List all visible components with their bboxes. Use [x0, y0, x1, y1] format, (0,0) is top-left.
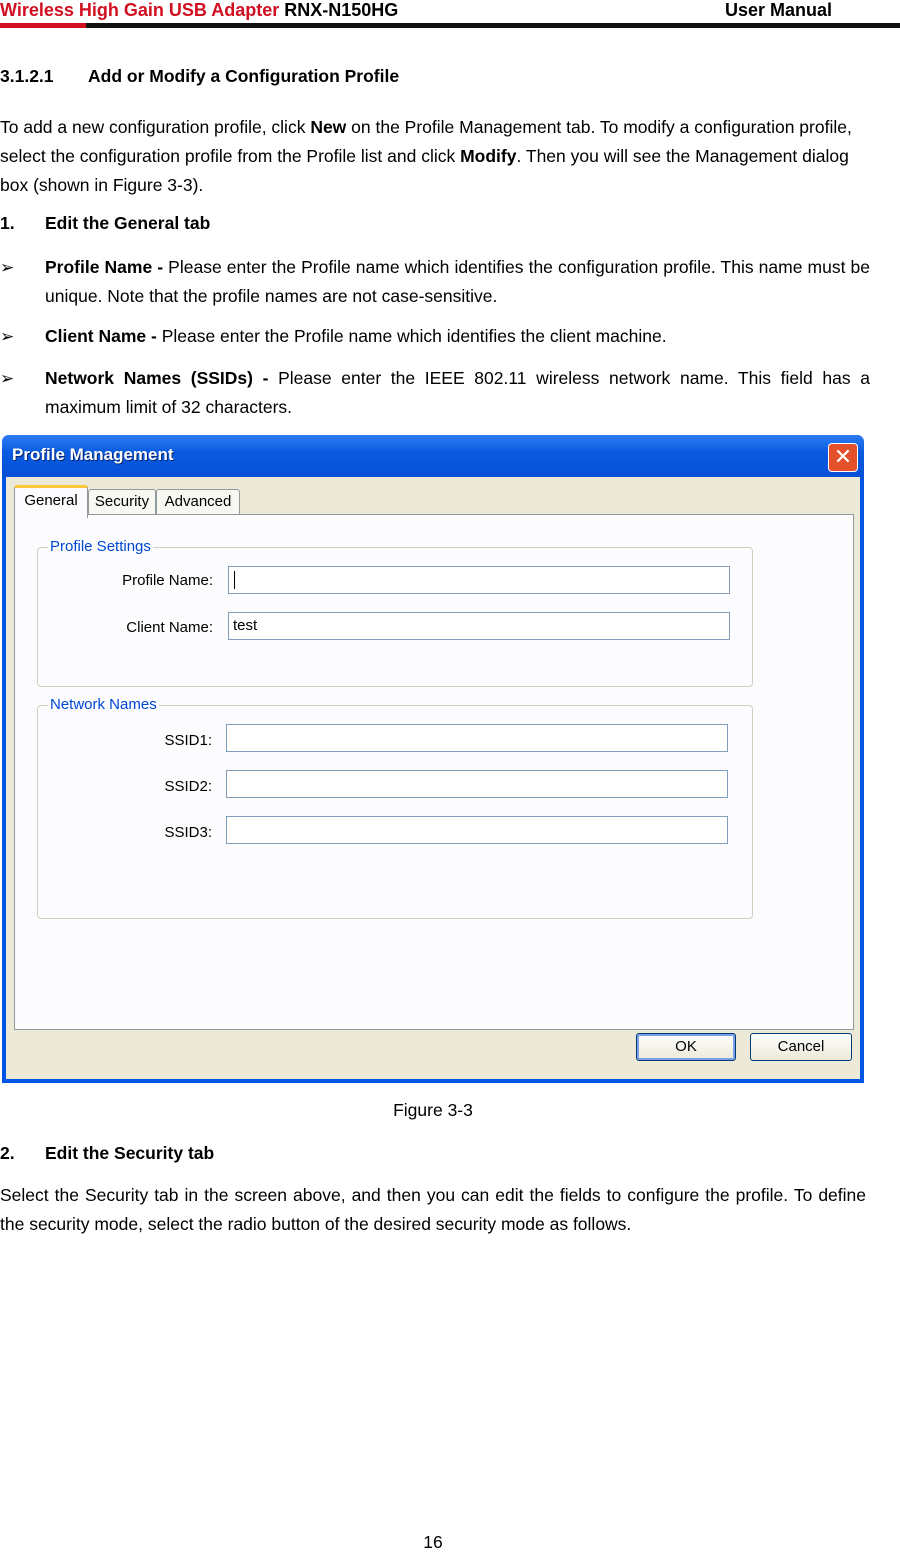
- dialog-titlebar[interactable]: [2, 435, 864, 479]
- bullet-profile-name: [0, 253, 870, 311]
- step1-number: 1.: [0, 213, 15, 233]
- intro-paragraph: [0, 113, 870, 200]
- intro-text-1: To add a new configuration profile, click: [0, 117, 311, 137]
- section-heading: [0, 66, 399, 87]
- step1-title: Edit the General tab: [45, 213, 211, 233]
- step2-title: Edit the Security tab: [45, 1143, 215, 1163]
- bullet-text: [45, 322, 870, 351]
- ssid1-input[interactable]: [226, 724, 728, 752]
- client-name-label: Client Name:: [126, 619, 213, 636]
- header-product: [0, 0, 398, 20]
- ssid3-input[interactable]: [226, 816, 728, 844]
- bullet-network-names: [0, 364, 870, 422]
- profile-name-input[interactable]: [228, 566, 730, 594]
- profile-settings-group: [37, 538, 753, 687]
- ok-button[interactable]: OK: [636, 1033, 736, 1061]
- security-paragraph: Select the Security tab in the screen above, and then you can edit the fields to configure the profile. To define the security mode, select the radio button of the desired security mode as follows.: [0, 1185, 866, 1234]
- intro-bold-new: New: [310, 117, 347, 137]
- page-header: [0, 0, 900, 22]
- bullet-text: [45, 253, 870, 311]
- bullet-label: Client Name -: [45, 326, 157, 346]
- bullet-label: Network Names (SSIDs) -: [45, 368, 269, 388]
- tab-general[interactable]: General: [14, 485, 88, 518]
- arrow-bullet-icon: ➢: [0, 258, 15, 277]
- step1-heading: [0, 213, 210, 234]
- bullet-text: [45, 364, 870, 422]
- dialog-title: Profile Management: [12, 445, 174, 464]
- bullet-client-name: [0, 322, 870, 351]
- network-names-legend: Network Names: [50, 696, 157, 713]
- arrow-bullet-icon: ➢: [0, 369, 15, 388]
- figure-caption: Figure 3-3: [393, 1100, 473, 1120]
- bullet-label: Profile Name -: [45, 257, 164, 277]
- intro-bold-modify: Modify: [460, 146, 517, 166]
- dialog-client-area: [6, 477, 860, 1079]
- ssid1-label: SSID1:: [164, 732, 212, 749]
- profile-settings-legend: Profile Settings: [50, 538, 151, 555]
- ssid3-label: SSID3:: [164, 824, 212, 841]
- arrow-bullet-icon: ➢: [0, 327, 15, 346]
- profile-management-dialog: [2, 435, 864, 1083]
- tab-security[interactable]: Security: [88, 489, 156, 514]
- general-tab-panel: [14, 514, 854, 1030]
- page-number: 16: [423, 1532, 443, 1552]
- tab-advanced[interactable]: Advanced: [156, 489, 240, 514]
- intro-text-2: on the Profile Management tab. To modify a configuration profile, select the configuration profile from the Profile list and click: [0, 117, 852, 166]
- intro-text-3: . Then you will see the Management dialog box (shown in Figure 3-3).: [0, 146, 849, 195]
- text-cursor: [234, 571, 235, 589]
- bullet-body: Please enter the IEEE 802.11 wireless network name. This field has a maximum limit of 32 characters.: [45, 368, 870, 417]
- bullet-body: Please enter the Profile name which identifies the client machine.: [156, 326, 667, 346]
- ssid2-input[interactable]: [226, 770, 728, 798]
- bullet-body: Please enter the Profile name which identifies the configuration profile. This name must be unique. Note that the profile names are not case-sensitive.: [45, 257, 870, 306]
- cancel-button[interactable]: Cancel: [750, 1033, 852, 1061]
- header-rule-red: [0, 23, 86, 28]
- header-product-name: Wireless High Gain USB Adapter: [0, 0, 280, 20]
- client-name-input[interactable]: test: [228, 612, 730, 640]
- header-doc-type: User Manual: [725, 0, 833, 20]
- header-model: RNX-N150HG: [284, 0, 399, 20]
- close-icon[interactable]: ✕: [828, 443, 858, 472]
- section-number: 3.1.2.1: [0, 66, 54, 86]
- section-title: Add or Modify a Configuration Profile: [88, 66, 400, 86]
- header-rule-black: [86, 23, 900, 28]
- step2-number: 2.: [0, 1143, 15, 1163]
- profile-name-label: Profile Name:: [122, 572, 213, 589]
- step2-heading: [0, 1143, 214, 1164]
- ssid2-label: SSID2:: [164, 778, 212, 795]
- header-rule: [0, 23, 900, 28]
- network-names-group: [37, 696, 753, 919]
